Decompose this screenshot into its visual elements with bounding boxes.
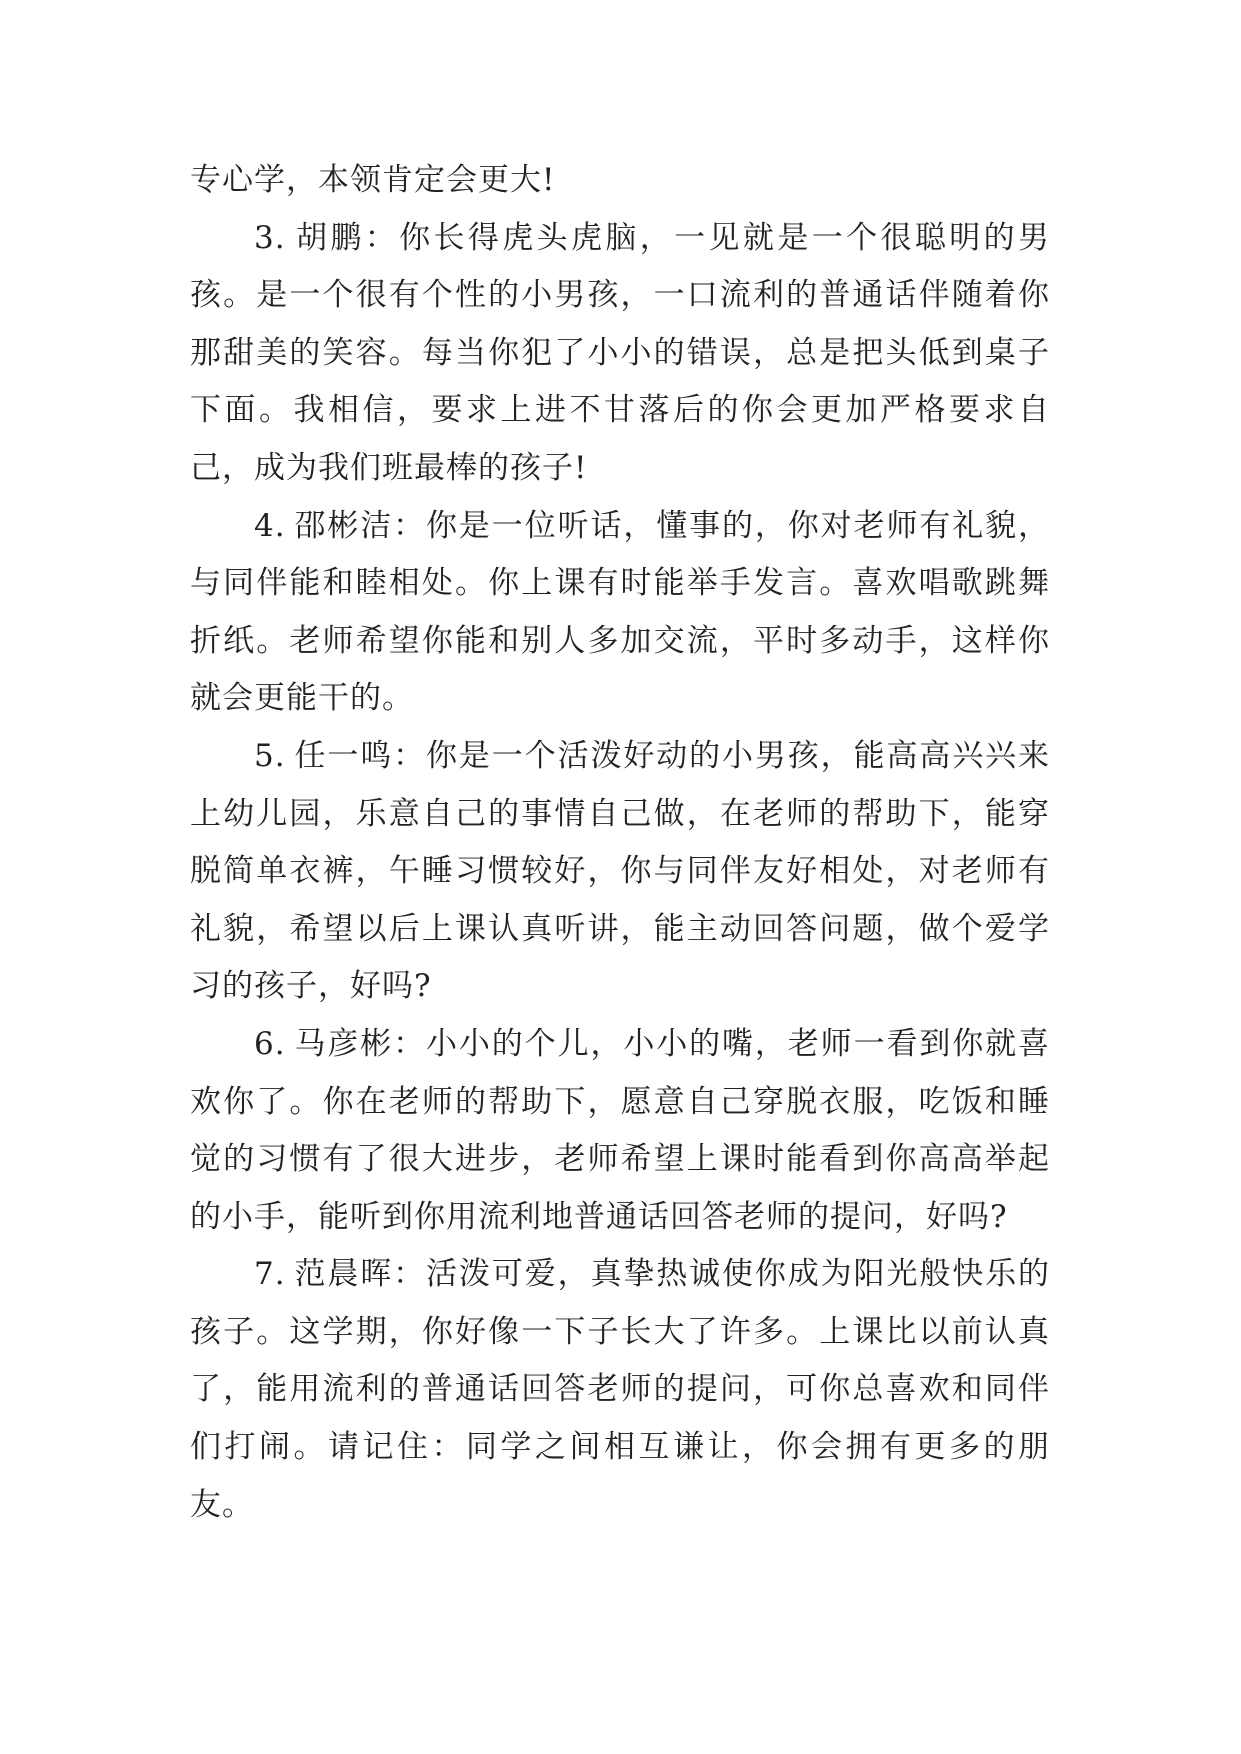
paragraph-text: 你是一位听话，懂事的，你对老师有礼貌，与同伴能和睦相处。你上课有时能举手发言。喜欢唱歌跳舞折纸。老师希望你能和别人多加交流，平时多动手，这样你就会更能干的。: [190, 507, 1051, 717]
paragraph-continuation: [190, 152, 1050, 210]
paragraph-text: 活泼可爱，真挚热诚使你成为阳光般快乐的孩子。这学期，你好像一下子长大了许多。上课比以前认真了，能用流利的普通话回答老师的提问，可你总喜欢和同伴们打闹。请记住：同学之间相互谦让，你会拥有更多的朋友。: [190, 1256, 1051, 1523]
student-name: 任一鸣：: [293, 737, 427, 774]
comment-paragraph: [190, 1246, 1050, 1534]
paragraph-number: 7.: [254, 1256, 286, 1293]
student-name: 胡鹏：: [293, 219, 400, 256]
student-name: 范晨晖：: [293, 1256, 427, 1293]
comment-paragraph: [190, 1016, 1050, 1246]
paragraph-text: 小小的个儿，小小的嘴，老师一看到你就喜欢你了。你在老师的帮助下，愿意自己穿脱衣服，吃饭和睡觉的习惯有了很大进步，老师希望上课时能看到你高高举起的小手，能听到你用流利地普通话回答老师的提问，好吗?: [190, 1025, 1051, 1235]
document-body: [190, 152, 1050, 1534]
paragraph-text: 你是一个活泼好动的小男孩，能高高兴兴来上幼儿园，乐意自己的事情自己做，在老师的帮助下，能穿脱简单衣裤，午睡习惯较好，你与同伴友好相处，对老师有礼貌，希望以后上课认真听讲，能主动回答问题，做个爱学习的孩子，好吗?: [190, 737, 1051, 1005]
paragraph-number: 3.: [254, 219, 286, 256]
paragraph-text: 你长得虎头虎脑，一见就是一个很聪明的男孩。是一个很有个性的小男孩，一口流利的普通话伴随着你那甜美的笑容。每当你犯了小小的错误，总是把头低到桌子下面。我相信，要求上进不甘落后的你会更加严格要求自己，成为我们班最棒的孩子!: [190, 219, 1050, 486]
paragraph-text: 专心学，本领肯定会更大!: [190, 162, 556, 198]
paragraph-number: 5.: [254, 737, 286, 774]
comment-paragraph: [190, 498, 1050, 728]
student-name: 马彦彬：: [293, 1025, 427, 1062]
paragraph-number: 4.: [254, 507, 286, 544]
comment-paragraph: [190, 210, 1050, 498]
comment-paragraph: [190, 728, 1050, 1016]
paragraph-number: 6.: [254, 1025, 286, 1062]
student-name: 邵彬洁：: [293, 507, 427, 544]
